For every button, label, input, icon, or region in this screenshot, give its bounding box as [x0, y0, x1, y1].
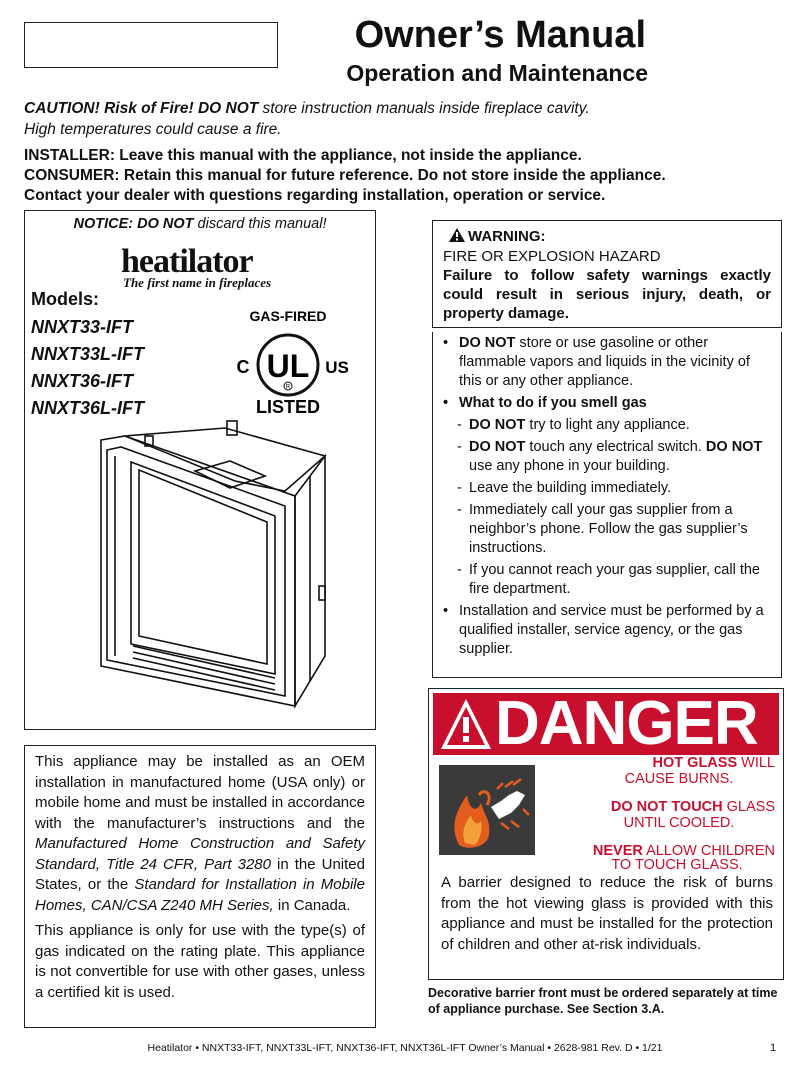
danger-emphasis: HOT GLASS: [652, 755, 738, 771]
danger-word: DANGER: [495, 689, 758, 758]
danger-box: [428, 688, 784, 980]
caution-statement: [24, 98, 794, 140]
product-box: [24, 210, 376, 730]
page-footer: Heatilator • NNXT33-IFT, NNXT33L-IFT, NNXT36-IFT, NNXT36L-IFT Owner’s Manual • 2628-981 Rev. D • 1/21: [147, 1042, 663, 1054]
notice-rest: discard this manual!: [193, 216, 327, 232]
ul-bottom-text: LISTED: [255, 397, 321, 417]
caution-lead: CAUTION! Risk of Fire! DO NOT: [24, 100, 259, 117]
model-item: NNXT33L-IFT: [31, 344, 145, 364]
danger-text: WILL: [737, 755, 775, 771]
oem-text: in Canada.: [273, 896, 351, 914]
ul-listed-mark: [213, 307, 363, 417]
gas-safety-list: [432, 332, 782, 678]
item-text: store or use gasoline or other flammable vapors and liquids in the vicinity of this or any other appliance.: [459, 335, 750, 389]
danger-text: GLASS: [722, 799, 775, 815]
bold-text: DO NOT: [459, 335, 516, 351]
decorative-barrier-note: Decorative barrier front must be ordered separately at time of appliance purchase. See Section 3.A.: [428, 986, 778, 1016]
warning-hazard: FIRE OR EXPLOSION HAZARD: [443, 248, 661, 265]
list-item: - Leave the building immediately.: [443, 479, 771, 498]
item-text: touch any electrical switch.: [525, 439, 706, 455]
page-title: Owner’s Manual: [354, 14, 646, 56]
page-number: 1: [770, 1042, 777, 1054]
list-item: [443, 438, 771, 476]
model-item: NNXT33-IFT: [31, 317, 134, 337]
caution-line2: High temperatures could cause a fire.: [24, 121, 282, 138]
ul-letters: UL: [266, 348, 310, 384]
danger-line: CAUSE BURNS.: [624, 771, 734, 787]
hot-glass-hand-icon: [439, 765, 535, 855]
list-item: • What to do if you smell gas: [443, 394, 771, 413]
item-text: use any phone in your building.: [469, 458, 670, 474]
contact-instruction: Contact your dealer with questions regarding installation, operation or service.: [24, 187, 606, 204]
barrier-text: A barrier designed to reduce the risk of burns from the hot viewing glass is provided with this appliance and must be installed for the protection of children and other at-risk individuals.: [441, 874, 773, 953]
oem-text: This appliance may be installed as an OEM installation in manufactured home (USA only) or mobile home and must be installed in accordance with the manufacturer’s instructions and the: [35, 753, 365, 832]
warning-box: [432, 220, 782, 328]
ul-top-text: GAS-FIRED: [249, 308, 327, 324]
blank-label-box: [24, 22, 278, 68]
danger-line: [539, 755, 775, 771]
brand-tagline: The first name in fireplaces: [123, 275, 272, 290]
danger-emphasis: NEVER: [592, 843, 643, 859]
danger-line: UNTIL COOLED.: [623, 815, 735, 831]
danger-emphasis: DO NOT TOUCH: [610, 799, 723, 815]
oem-paragraph: [35, 752, 365, 916]
instructions: [24, 146, 794, 206]
bold-text: DO NOT: [469, 417, 526, 433]
item-text: try to light any appliance.: [525, 417, 690, 433]
caution-rest: store instruction manuals inside fireplace cavity.: [258, 100, 590, 117]
list-item: - Immediately call your gas supplier from a neighbor’s phone. Follow the gas supplier’s instructions.: [443, 501, 771, 558]
bold-text: DO NOT: [469, 439, 526, 455]
brand-logo: heatilator: [121, 243, 253, 280]
list-item: - If you cannot reach your gas supplier, call the fire department.: [443, 561, 771, 599]
warning-heading: [443, 227, 771, 246]
oem-standard-1: Manufactured Home Construction and Safety Standard, Title 24 CFR, Part 3280: [35, 835, 365, 873]
warning-body: Failure to follow safety warnings exactly could result in serious injury, death, or property damage.: [443, 267, 771, 322]
notice-text: [25, 216, 375, 232]
model-item: NNXT36L-IFT: [31, 398, 145, 418]
gas-type-paragraph: This appliance is only for use with the type(s) of gas indicated on the rating plate. This appliance is not convertible for use with other gases, unless a certified kit is used.: [35, 922, 365, 1001]
installer-instruction: INSTALLER: Leave this manual with the appliance, not inside the appliance.: [24, 147, 582, 164]
ul-r: R: [285, 384, 291, 391]
warning-heading-text: WARNING:: [468, 228, 546, 245]
models-label: Models:: [31, 289, 100, 309]
danger-line: [539, 799, 775, 815]
oem-text: in the United States, or the: [35, 855, 365, 893]
page-subtitle: Operation and Maintenance: [346, 60, 648, 86]
list-item: • Installation and service must be performed by a qualified installer, service agency, or the gas supplier.: [443, 602, 771, 659]
danger-banner: [433, 689, 779, 758]
bold-text: DO NOT: [705, 439, 763, 455]
ul-c: C: [236, 357, 250, 377]
notice-lead: NOTICE: DO NOT: [73, 216, 194, 232]
fireplace-illustration: [85, 416, 365, 716]
danger-line: TO TOUCH GLASS.: [611, 857, 743, 873]
consumer-instruction: CONSUMER: Retain this manual for future reference. Do not store inside the appliance.: [24, 167, 666, 184]
oem-standard-2: Standard for Installation in Mobile Homes, CAN/CSA Z240 MH Series,: [35, 876, 365, 914]
model-item: NNXT36-IFT: [31, 371, 134, 391]
ul-us: US: [325, 358, 349, 377]
danger-text: ALLOW CHILDREN: [642, 843, 775, 859]
warning-triangle-icon: [449, 228, 465, 242]
danger-exclamation-icon: [439, 697, 493, 751]
oem-installation-box: [24, 745, 376, 1028]
list-item: [443, 334, 771, 391]
list-item: [443, 416, 771, 435]
